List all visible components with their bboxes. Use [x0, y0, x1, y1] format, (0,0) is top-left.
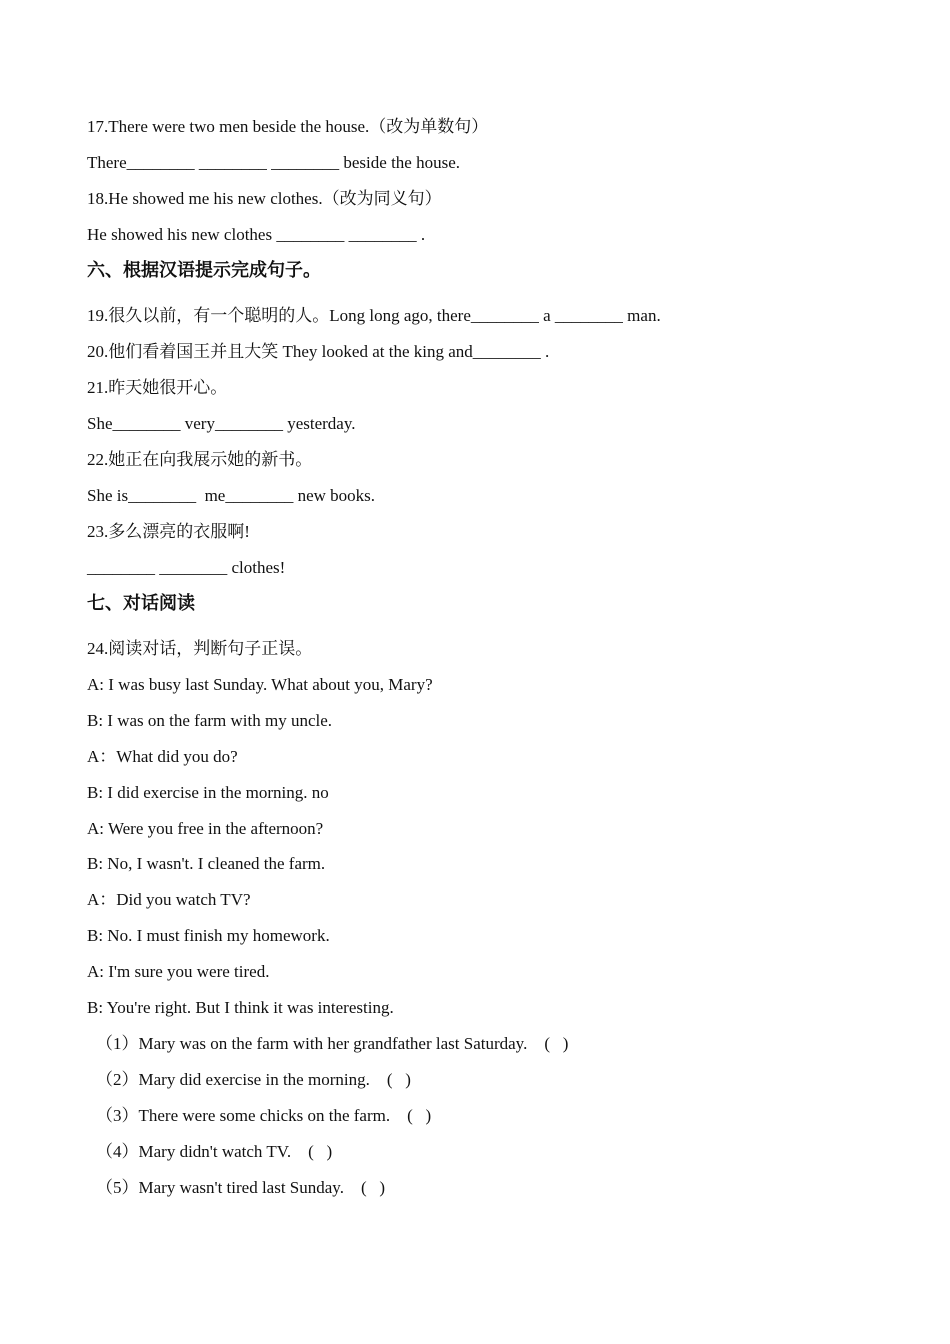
question-19: 19.很久以前，有一个聪明的人。Long long ago, there________ a ________ man.	[87, 306, 661, 325]
question-18: 18.He showed me his new clothes.（改为同义句）	[87, 189, 442, 208]
judge-statement-2: （2）Mary did exercise in the morning. ( )	[96, 1070, 411, 1089]
question-17: 17.There were two men beside the house.（改为单数句）	[87, 117, 489, 136]
dialogue-line-3: A：What did you do?	[87, 747, 238, 766]
dialogue-line-1: A: I was busy last Sunday. What about you, Mary?	[87, 675, 433, 694]
answer-line-17: There________ ________ ________ beside the house.	[87, 153, 460, 172]
dialogue-line-10: B: You're right. But I think it was interesting.	[87, 998, 394, 1017]
dialogue-line-7: A：Did you watch TV?	[87, 890, 251, 909]
answer-line-21: She________ very________ yesterday.	[87, 414, 356, 433]
answer-line-22: She is________ me________ new books.	[87, 486, 376, 505]
dialogue-line-9: A: I'm sure you were tired.	[87, 962, 270, 981]
section-heading-7: 七、对话阅读	[87, 593, 195, 614]
dialogue-line-6: B: No, I wasn't. I cleaned the farm.	[87, 854, 326, 873]
dialogue-line-4: B: I did exercise in the morning. no	[87, 783, 329, 802]
judge-statement-1: （1）Mary was on the farm with her grandfather last Saturday. ( )	[96, 1034, 569, 1053]
question-22: 22.她正在向我展示她的新书。	[87, 450, 313, 469]
answer-line-23: ________ ________ clothes!	[87, 558, 286, 577]
dialogue-line-2: B: I was on the farm with my uncle.	[87, 711, 333, 730]
judge-statement-4: （4）Mary didn't watch TV. ( )	[96, 1142, 333, 1161]
judge-statement-5: （5）Mary wasn't tired last Sunday. ( )	[96, 1178, 386, 1197]
dialogue-line-5: A: Were you free in the afternoon?	[87, 819, 324, 838]
question-21: 21.昨天她很开心。	[87, 378, 228, 397]
question-20: 20.他们看着国王并且大笑 They looked at the king and________ .	[87, 342, 550, 361]
judge-statement-3: （3）There were some chicks on the farm. ( )	[96, 1106, 432, 1125]
answer-line-18: He showed his new clothes ________ ________ .	[87, 225, 426, 244]
question-23: 23.多么漂亮的衣服啊!	[87, 522, 250, 541]
dialogue-line-8: B: No. I must finish my homework.	[87, 926, 330, 945]
section-heading-6: 六、根据汉语提示完成句子。	[87, 260, 321, 281]
question-24: 24.阅读对话，判断句子正误。	[87, 639, 313, 658]
